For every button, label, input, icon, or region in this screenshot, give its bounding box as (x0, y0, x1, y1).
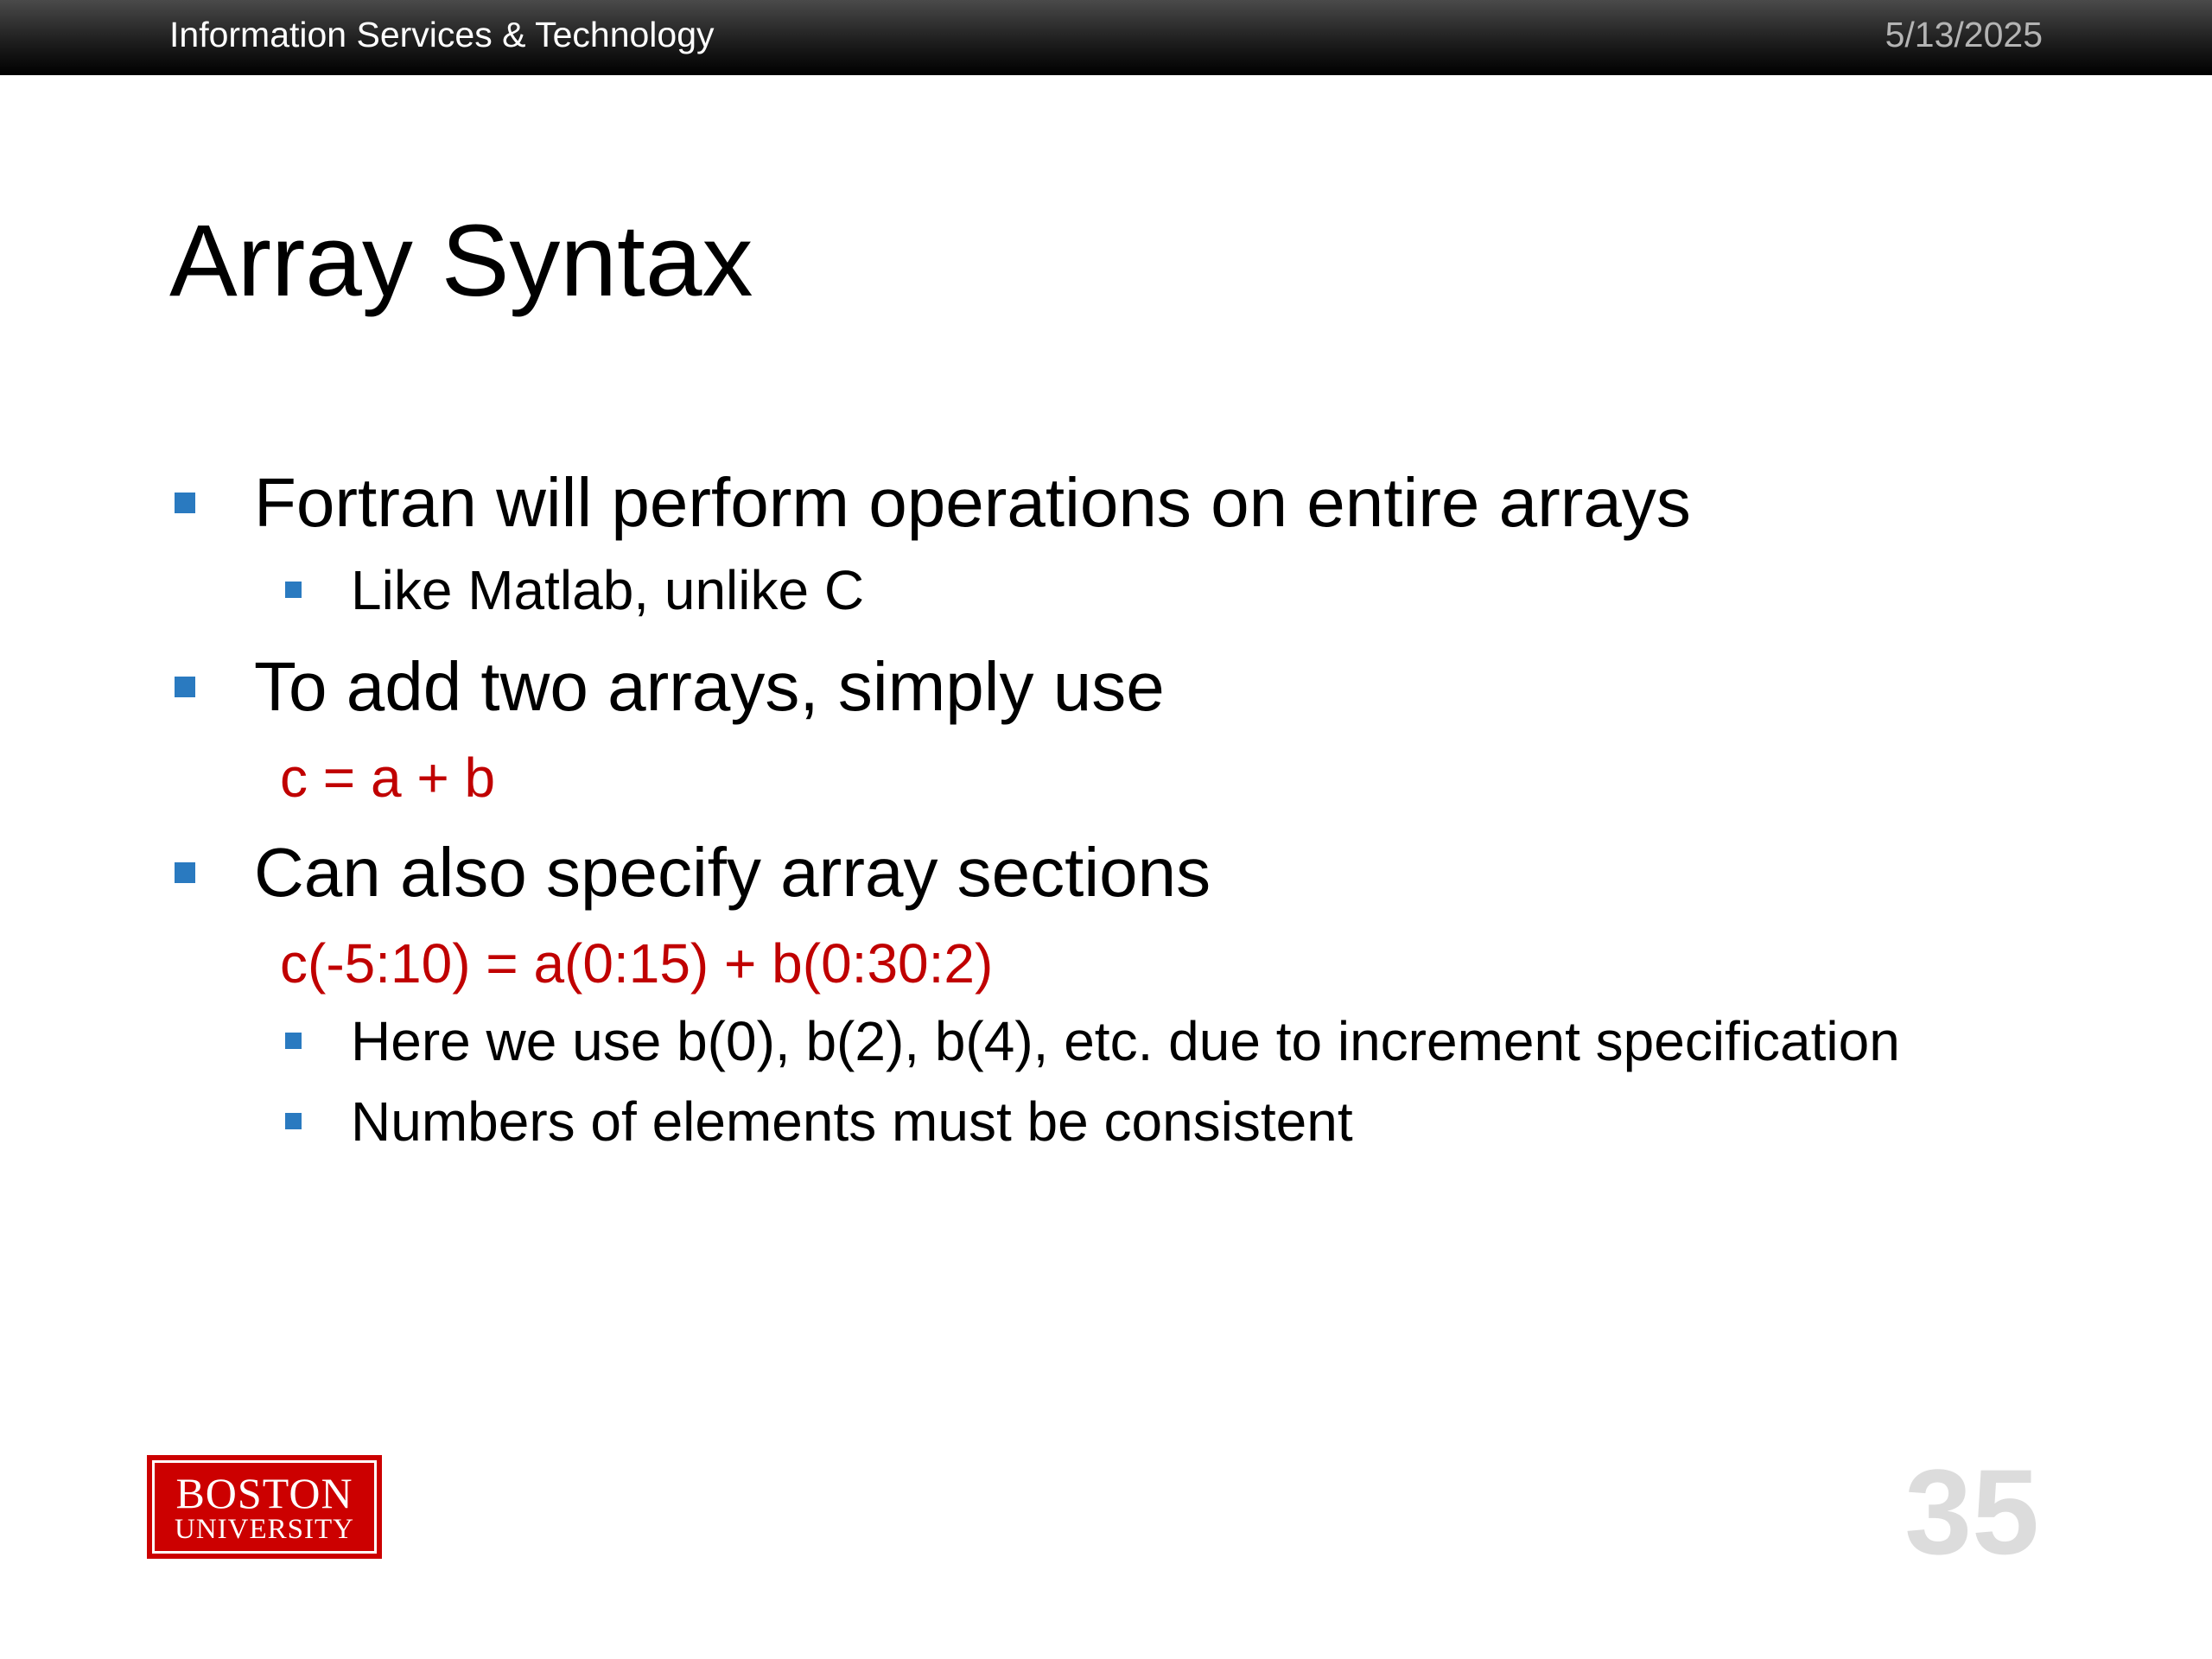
header-bar (0, 0, 2212, 75)
header-date: 5/13/2025 (1885, 15, 2043, 54)
code-line: c(-5:10) = a(0:15) + b(0:30:2) (280, 932, 994, 995)
square-bullet-icon (285, 582, 302, 598)
logo-line-university: UNIVERSITY (175, 1514, 354, 1545)
square-bullet-icon (175, 493, 195, 513)
bullet-text: Can also specify array sections (254, 834, 1211, 911)
square-bullet-icon (175, 862, 195, 883)
sub-bullet-text: Numbers of elements must be consistent (351, 1090, 1353, 1153)
bullet-text: Fortran will perform operations on entire arrays (254, 464, 1691, 541)
square-bullet-icon (175, 677, 195, 697)
boston-university-logo (147, 1455, 382, 1559)
sub-bullet-text: Like Matlab, unlike C (351, 559, 865, 621)
page-number: 35 (1904, 1444, 2039, 1580)
code-line: c = a + b (280, 747, 496, 809)
bullet-text: To add two arrays, simply use (254, 648, 1165, 725)
square-bullet-icon (285, 1033, 302, 1049)
sub-bullet-text: Here we use b(0), b(2), b(4), etc. due to increment specification (351, 1010, 1900, 1072)
header-organization: Information Services & Technology (169, 15, 715, 54)
square-bullet-icon (285, 1113, 302, 1129)
logo-line-boston: BOSTON (175, 1469, 353, 1517)
slide-title: Array Syntax (169, 204, 753, 318)
